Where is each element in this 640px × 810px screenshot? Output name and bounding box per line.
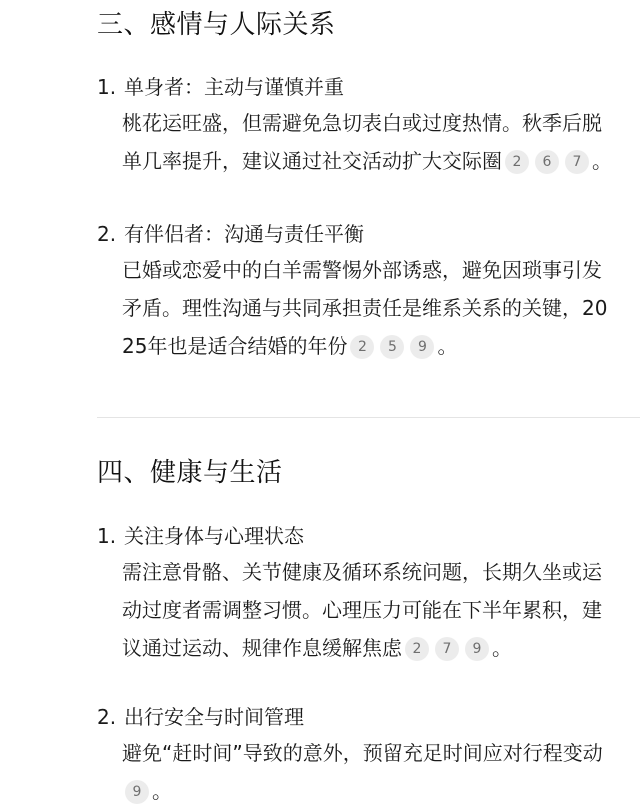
item-heading xyxy=(97,72,617,102)
citation-badge[interactable]: 2 xyxy=(505,150,529,174)
item-heading-text: 单身者：主动与谨慎并重 xyxy=(124,75,344,99)
citation-badge[interactable]: 6 xyxy=(535,150,559,174)
item-body xyxy=(122,734,612,810)
item-heading-text: 有伴侣者：沟通与责任平衡 xyxy=(124,222,364,246)
list-item xyxy=(97,702,617,810)
item-heading xyxy=(97,521,617,551)
item-body-text: 避免“赶时间”导致的意外，预留充足时间应对行程变动 xyxy=(122,741,603,765)
section-title: 三、感情与人际关系 xyxy=(97,10,336,40)
section-title: 四、健康与生活 xyxy=(97,458,283,488)
citation-badge[interactable]: 9 xyxy=(465,637,489,661)
item-heading-text: 出行安全与时间管理 xyxy=(124,705,304,729)
item-end-punct: 。 xyxy=(592,149,612,173)
item-body xyxy=(122,104,612,180)
list-item xyxy=(97,521,617,667)
citation-badge[interactable]: 2 xyxy=(350,335,374,359)
list-item xyxy=(97,219,617,365)
item-number: 2. xyxy=(97,705,117,729)
item-end-punct: 。 xyxy=(492,636,512,660)
citation-badge[interactable]: 7 xyxy=(565,150,589,174)
list-item xyxy=(97,72,617,180)
item-body xyxy=(122,251,612,365)
item-body xyxy=(122,553,612,667)
item-number: 1. xyxy=(97,524,117,548)
item-body-text: 已婚或恋爱中的白羊需警惕外部诱惑，避免因琐事引发矛盾。理性沟通与共同承担责任是维系关系的关键，2025年也是适合结婚的年份 xyxy=(122,258,608,358)
citation-badge[interactable]: 5 xyxy=(380,335,404,359)
citation-badge[interactable]: 9 xyxy=(410,335,434,359)
item-heading-text: 关注身体与心理状态 xyxy=(124,524,304,548)
citation-badge[interactable]: 9 xyxy=(125,780,149,804)
item-heading xyxy=(97,702,617,732)
citation-badge[interactable]: 2 xyxy=(405,637,429,661)
item-body-text: 桃花运旺盛，但需避免急切表白或过度热情。秋季后脱单几率提升，建议通过社交活动扩大交际圈 xyxy=(122,111,602,173)
item-number: 2. xyxy=(97,222,117,246)
item-number: 1. xyxy=(97,75,117,99)
section-divider xyxy=(97,417,640,418)
item-end-punct: 。 xyxy=(152,779,172,803)
item-body-text: 需注意骨骼、关节健康及循环系统问题，长期久坐或运动过度者需调整习惯。心理压力可能在下半年累积，建议通过运动、规律作息缓解焦虑 xyxy=(122,560,602,660)
item-end-punct: 。 xyxy=(437,334,458,358)
item-heading xyxy=(97,219,617,249)
citation-badge[interactable]: 7 xyxy=(435,637,459,661)
